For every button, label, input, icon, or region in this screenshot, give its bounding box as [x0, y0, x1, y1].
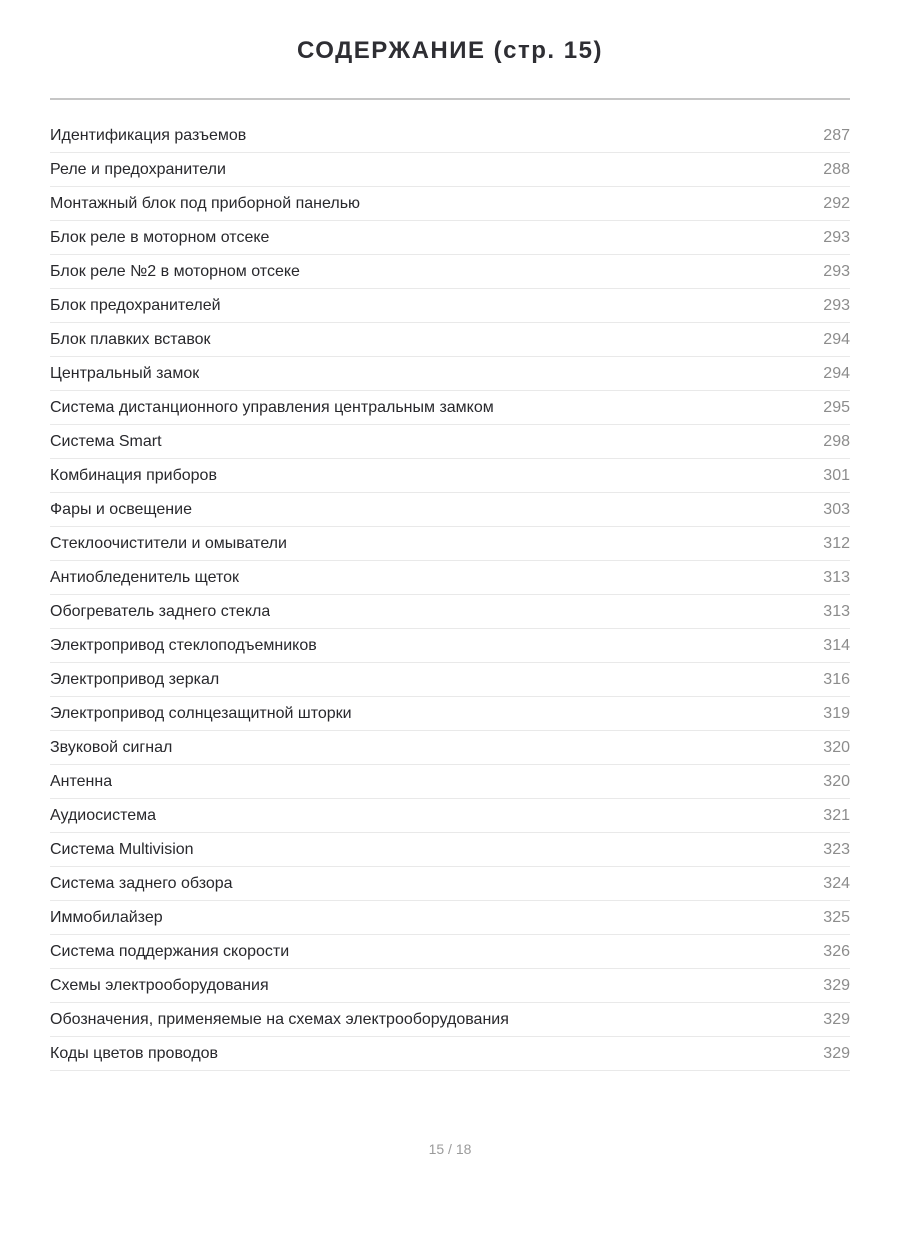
toc-row[interactable]: [50, 459, 850, 493]
toc-item-label: Звуковой сигнал: [50, 738, 173, 756]
toc-row[interactable]: [50, 561, 850, 595]
toc-item-label: Блок реле в моторном отсеке: [50, 228, 270, 246]
toc-item-page: 288: [823, 160, 850, 178]
toc-item-page: 294: [823, 364, 850, 382]
toc-item-page: 298: [823, 432, 850, 450]
toc-item-page: 314: [823, 636, 850, 654]
toc-row[interactable]: [50, 425, 850, 459]
toc-item-label: Монтажный блок под приборной панелью: [50, 194, 361, 212]
toc-item-label: Система заднего обзора: [50, 874, 233, 892]
toc-item-page: 313: [823, 568, 850, 586]
toc-item-label: Система поддержания скорости: [50, 942, 290, 960]
toc-item-label: Блок плавких вставок: [50, 330, 211, 348]
toc-row[interactable]: [50, 901, 850, 935]
toc-row[interactable]: [50, 799, 850, 833]
toc-row[interactable]: [50, 833, 850, 867]
toc-row[interactable]: [50, 867, 850, 901]
toc-item-page: 293: [823, 296, 850, 314]
toc-item-label: Фары и освещение: [50, 500, 192, 518]
page-title: СОДЕРЖАНИЕ (стр. 15): [297, 37, 603, 64]
toc-item-page: 292: [823, 194, 850, 212]
toc-row[interactable]: [50, 629, 850, 663]
toc-item-page: 293: [823, 228, 850, 246]
toc-item-label: Обозначения, применяемые на схемах электрооборудования: [50, 1010, 509, 1028]
toc-item-page: 323: [823, 840, 850, 858]
toc-row[interactable]: [50, 119, 850, 153]
toc-item-page: 293: [823, 262, 850, 280]
toc-row[interactable]: [50, 663, 850, 697]
toc-item-label: Центральный замок: [50, 364, 200, 382]
toc-item-label: Схемы электрооборудования: [50, 976, 269, 994]
toc-item-page: 316: [823, 670, 850, 688]
toc-row[interactable]: [50, 697, 850, 731]
toc-item-page: 324: [823, 874, 850, 892]
toc-item-label: Блок реле №2 в моторном отсеке: [50, 262, 300, 280]
toc-item-page: 295: [823, 398, 850, 416]
toc-row[interactable]: [50, 969, 850, 1003]
toc-item-page: 301: [823, 466, 850, 484]
toc-item-label: Система дистанционного управления центральным замком: [50, 398, 494, 416]
toc-row[interactable]: [50, 187, 850, 221]
toc-item-page: 321: [823, 806, 850, 824]
toc-item-label: Электропривод солнцезащитной шторки: [50, 704, 352, 722]
toc-row[interactable]: [50, 153, 850, 187]
toc-row[interactable]: [50, 357, 850, 391]
toc-list: [50, 119, 850, 1071]
toc-row[interactable]: [50, 493, 850, 527]
toc-item-label: Система Multivision: [50, 840, 194, 858]
toc-item-page: 313: [823, 602, 850, 620]
toc-row[interactable]: [50, 1003, 850, 1037]
toc-item-label: Антенна: [50, 772, 113, 790]
title-divider: [50, 98, 850, 100]
toc-row[interactable]: [50, 731, 850, 765]
toc-row[interactable]: [50, 221, 850, 255]
toc-item-page: 303: [823, 500, 850, 518]
toc-row[interactable]: [50, 527, 850, 561]
page-indicator: 15 / 18: [428, 1141, 472, 1157]
toc-row[interactable]: [50, 289, 850, 323]
toc-item-label: Обогреватель заднего стекла: [50, 602, 271, 620]
toc-item-page: 320: [823, 738, 850, 756]
toc-item-label: Иммобилайзер: [50, 908, 163, 926]
toc-item-page: 319: [823, 704, 850, 722]
toc-item-label: Антиобледенитель щеток: [50, 568, 240, 586]
toc-page: [0, 36, 900, 1236]
toc-item-label: Реле и предохранители: [50, 160, 226, 178]
toc-row[interactable]: [50, 323, 850, 357]
toc-item-page: 329: [823, 976, 850, 994]
toc-item-page: 325: [823, 908, 850, 926]
toc-item-page: 329: [823, 1010, 850, 1028]
toc-item-label: Идентификация разъемов: [50, 126, 247, 144]
toc-item-page: 329: [823, 1044, 850, 1062]
toc-row[interactable]: [50, 255, 850, 289]
toc-row[interactable]: [50, 595, 850, 629]
toc-item-label: Электропривод зеркал: [50, 670, 220, 688]
toc-item-label: Аудиосистема: [50, 806, 157, 824]
toc-row[interactable]: [50, 391, 850, 425]
toc-item-page: 287: [823, 126, 850, 144]
toc-item-label: Система Smart: [50, 432, 162, 450]
toc-item-label: Стеклоочистители и омыватели: [50, 534, 287, 552]
toc-item-page: 320: [823, 772, 850, 790]
toc-item-label: Коды цветов проводов: [50, 1044, 219, 1062]
toc-item-page: 312: [823, 534, 850, 552]
toc-item-label: Комбинация приборов: [50, 466, 217, 484]
toc-row[interactable]: [50, 935, 850, 969]
toc-row[interactable]: [50, 1037, 850, 1071]
toc-item-label: Электропривод стеклоподъемников: [50, 636, 317, 654]
toc-row[interactable]: [50, 765, 850, 799]
toc-item-label: Блок предохранителей: [50, 296, 221, 314]
toc-item-page: 326: [823, 942, 850, 960]
toc-item-page: 294: [823, 330, 850, 348]
